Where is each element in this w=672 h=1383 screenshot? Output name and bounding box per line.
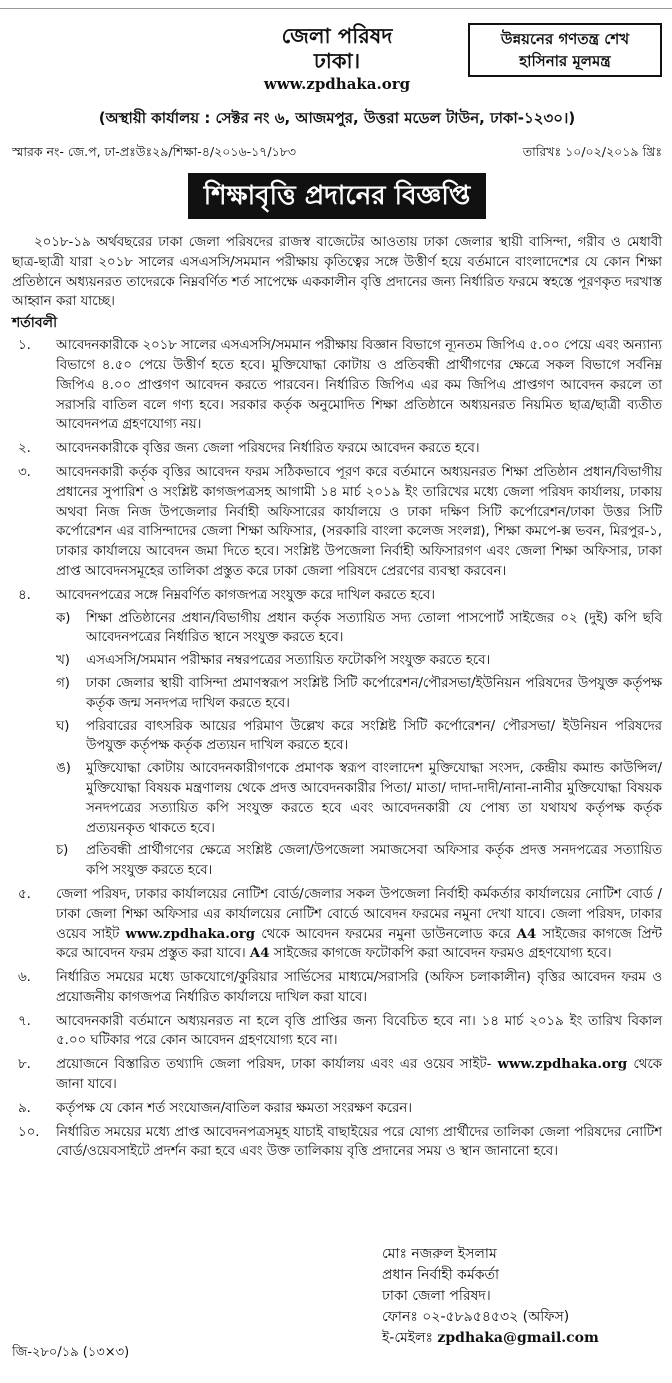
condition-item bbox=[12, 968, 662, 1008]
condition-item bbox=[12, 439, 662, 459]
condition-text: আবেদনপত্রের সঙ্গে নিম্নবর্ণিত কাগজপত্র সংযুক্ত করে দাখিল করতে হবে। bbox=[56, 587, 436, 603]
advertisement-reference: জি-২৮০/১৯ (১৩×৩) bbox=[12, 1345, 130, 1360]
condition-item bbox=[12, 1055, 662, 1095]
text-segment: সাইজের কাগজে ফটোকপি করা আবেদন ফরমও গ্রহণযোগ্য হবে। bbox=[269, 946, 612, 962]
slogan-line-1: উন্নয়নের গণতন্ত্র শেখ bbox=[500, 30, 630, 48]
condition-text: আবেদনকারীকে ২০১৮ সালের এসএসসি/সমমান পরীক্ষায় বিজ্ঞান বিভাগে ন্যূনতম জিপিএ ৫.০০ পেয়ে এবং অন্যান্য বিভাগে ৪.৫০ পেয়ে উত্তীর্ণ হতে হবে। মুক্তিযোদ্ধা কোটায় ও প্রতিবন্ধী প্রার্থীগণের ক্ষেত্রে সকল বিভাগে সর্বনিম্ন জিপিএ ৪.০০ প্রাপ্তগণ আবেদন করতে পারবেন। নির্ধারিত জিপিএ এর কম জিপিএ প্রাপ্তগণ আবেদন করলে তা সরাসরি বাতিল বলে গণ্য হবে। সরকার কর্তৃক অনুমোদিত শিক্ষা প্রতিষ্ঠানে অধ্যয়নরত নিয়মিত ছাত্র/ছাত্রী ব্যতীত আবেদনপত্র গ্রহণযোগ্য নয়। bbox=[56, 338, 662, 433]
website-link: www.zpdhaka.org bbox=[125, 926, 256, 942]
sub-item-text: মুক্তিযোদ্ধা কোটায় আবেদনকারীগণকে প্রমাণক স্বরূপ বাংলাদেশ মুক্তিযোদ্ধা সংসদ, কেন্দ্রীয় কমান্ড কাউন্সিল/মুক্তিযোদ্ধা বিষয়ক মন্ত্রণালয় থেকে প্রদত্ত আবেদনকারীর পিতা/ মাতা/ দাদা-দাদী/নানা-নানীর মুক্তিযোদ্ধা বিষয়ক সনদপত্রের সত্যায়িত কপি সংযুক্ত করতে হবে এবং আবেদনকারী যে পোষ্য তা যথাযথ কর্তৃপক্ষ কর্তৃক প্রত্যয়নকৃত থাকতে হবে। bbox=[86, 761, 662, 836]
intro-paragraph: ২০১৮-১৯ অর্থবছরের ঢাকা জেলা পরিষদের রাজস্ব বাজেটের আওতায় ঢাকা জেলার স্থায়ী বাসিন্দা, গরীব ও মেধাবী ছাত্র-ছাত্রী যারা ২০১৮ সালের এসএসসি/সমমান পরীক্ষায় কৃতিত্বের সঙ্গে উত্তীর্ণ হয়ে বর্তমানে বাংলাদেশের যে কোন শিক্ষা প্রতিষ্ঠানে অধ্যয়নরত তাদেরকে নিম্নবর্ণিত শর্ত সাপেক্ষে এককালীন বৃত্তি প্রদানের জন্য নির্ধারিত ফরমে স্বহস্তে পূরণকৃত দরখাস্ত আহ্বান করা যাচ্ছে। bbox=[12, 235, 662, 310]
slogan-line-2: হাসিনার মূলমন্ত্র bbox=[519, 52, 611, 70]
condition-body bbox=[56, 586, 662, 881]
document-sub-item bbox=[56, 674, 662, 714]
notice-header bbox=[12, 9, 662, 101]
sub-item-text: প্রতিবন্ধী প্রার্থীগণের ক্ষেত্রে সংশ্লিষ্ট জেলা/উপজেলা সমাজসেবা অফিসার কর্তৃক প্রদত্ত সনদপত্রের সত্যায়িত কপি সংযুক্ত করতে হবে। bbox=[86, 843, 662, 879]
condition-number: ৪. bbox=[18, 587, 31, 603]
condition-text: কর্তৃপক্ষ যে কোন শর্ত সংযোজন/বাতিল করার ক্ষমতা সংরক্ষণ করেন। bbox=[56, 1100, 412, 1116]
sub-item-number: ক) bbox=[56, 610, 71, 626]
condition-number: ১০. bbox=[18, 1124, 40, 1140]
email-label: ই-মেইলঃ bbox=[382, 1330, 438, 1346]
notice-title: শিক্ষাবৃত্তি প্রদানের বিজ্ঞপ্তি bbox=[188, 173, 487, 219]
conditions-heading: শর্তাবলী bbox=[12, 315, 58, 332]
condition-number: ৮. bbox=[18, 1057, 31, 1073]
text-segment: সাইজের কাগজে প্রিন্ট করে আবেদন ফরম প্রস্তুত করা যাবে। bbox=[56, 926, 662, 962]
sub-item-number: গ) bbox=[56, 675, 70, 691]
document-sub-item bbox=[56, 651, 662, 671]
sub-item-text: শিক্ষা প্রতিষ্ঠানের প্রধান/বিভাগীয় প্রধান কর্তৃক সত্যায়িত সদ্য তোলা পাসপোর্ট সাইজের ০২ (দুই) কপি ছবি আবেদনপত্রের নির্ধারিত স্থানে সংযুক্ত করতে হবে। bbox=[86, 610, 662, 646]
condition-number: ২. bbox=[18, 441, 31, 457]
text-segment: জেলা পরিষদ, ঢাকার কার্যালয়ের নোটিশ বোর্ড/জেলার সকল উপজেলা নির্বাহী কর্মকর্তার কার্যালয়ের নোটিশ বোর্ড /ঢাকা জেলা শিক্ষা অফিসার এর কার্যালয়ের নোটিশ বোর্ডে আবেদন ফরমের নমুনা দেখা যাবে। জেলা পরিষদ, ঢাকার ওয়েব সাইট bbox=[56, 886, 662, 942]
condition-item bbox=[12, 1012, 662, 1052]
text-segment: থেকে আবেদন ফরমের নমুনা ডাউনলোড করে bbox=[255, 926, 517, 942]
sub-item-number: ঘ) bbox=[56, 718, 70, 734]
condition-text bbox=[56, 885, 662, 964]
paper-size: A4 bbox=[249, 946, 270, 962]
reference-line bbox=[12, 143, 662, 161]
signatory-name: মোঃ নজরুল ইসলাম bbox=[382, 1246, 497, 1262]
condition-number: ১. bbox=[18, 338, 31, 354]
sub-item-number: চ) bbox=[56, 843, 69, 859]
email-address: zpdhaka@gmail.com bbox=[437, 1330, 599, 1346]
signatory-designation: প্রধান নির্বাহী কর্মকর্তা bbox=[382, 1267, 500, 1283]
document-sub-item bbox=[56, 717, 662, 757]
clipped-top-edge bbox=[0, 0, 672, 9]
signature-block bbox=[382, 1244, 632, 1349]
condition-number: ৩. bbox=[18, 464, 31, 480]
email-line bbox=[382, 1328, 632, 1349]
condition-item bbox=[12, 463, 662, 582]
condition-text: আবেদনকারী কর্তৃক বৃত্তির আবেদন ফরম সঠিকভাবে পূরণ করে বর্তমানে অধ্যয়নরত শিক্ষা প্রতিষ্ঠান প্রধান/বিভাগীয় প্রধানের সুপারিশ ও সংশ্লিষ্ট কাগজপত্রসহ আগামী ১৪ মার্চ ২০১৯ ইং তারিখের মধ্যে জেলা পরিষদ কার্যালয়, ঢাকায় অথবা নিজ নিজ উপজেলার নির্বাহী অফিসারের কার্যালয়ে ও ঢাকা দক্ষিণ সিটি কর্পোরেশন/ঢাকা উত্তর সিটি কর্পোরেশন এর বাসিন্দাদের জেলা শিক্ষা অফিসার, (সরকারি বাংলা কলেজ সংলগ্ন), শিক্ষা কমপে-ক্স ভবন, মিরপুর-১, ঢাকার কার্যালয়ে আবেদন জমা দিতে হবে। সংশ্লিষ্ট উপজেলা নির্বাহী অফিসারগণ এবং জেলা শিক্ষা অফিসার, ঢাকা প্রাপ্ত আবেদনসমূহের তালিকা প্রস্তুত করে ঢাকা জেলা পরিষদে প্রেরণের ব্যবস্থা করবেন। bbox=[56, 464, 662, 579]
text-segment: প্রয়োজনে বিস্তারিত তথ্যাদি জেলা পরিষদ, ঢাকা কার্যালয় এবং এর ওয়েব সাইট- bbox=[56, 1057, 498, 1073]
office-phone: ফোনঃ ০২-৫৮৯৫৪৫৩২ (অফিস) bbox=[382, 1309, 570, 1325]
slogan-box bbox=[468, 23, 662, 77]
condition-text: আবেদনকারীকে বৃত্তির জন্য জেলা পরিষদের নির্ধারিত ফরমে আবেদন করতে হবে। bbox=[56, 441, 480, 457]
text-segment: থেকে জানা যাবে। bbox=[56, 1057, 662, 1093]
org-city: ঢাকা। bbox=[313, 49, 361, 73]
document-sub-item bbox=[56, 759, 662, 838]
condition-text bbox=[56, 1055, 662, 1095]
signatory-office: ঢাকা জেলা পরিষদ। bbox=[382, 1288, 491, 1304]
website-link: www.zpdhaka.org bbox=[497, 1057, 628, 1073]
condition-text: আবেদনকারী বর্তমানে অধ্যয়নরত না হলে বৃত্তি প্রাপ্তির জন্য বিবেচিত হবে না। ১৪ মার্চ ২০১৯ ইং তারিখ বিকাল ৫.০০ ঘটিকার পরে কোন আবেদন গ্রহণযোগ্য হবে না। bbox=[56, 1013, 662, 1049]
condition-item bbox=[12, 1099, 662, 1119]
paper-size: A4 bbox=[516, 926, 537, 942]
sub-item-text: ঢাকা জেলার স্থায়ী বাসিন্দা প্রমাণস্বরূপ সংশ্লিষ্ট সিটি কর্পোরেশন/পৌরসভা/ইউনিয়ন পরিষদের উপযুক্ত কর্তৃপক্ষ কর্তৃক জন্ম সনদপত্র দাখিল করতে হবে। bbox=[86, 675, 662, 711]
title-wrapper bbox=[12, 173, 662, 219]
org-name: জেলা পরিষদ bbox=[281, 24, 393, 48]
office-address: (অস্থায়ী কার্যালয় : সেক্টর নং ৬, আজমপুর, উত্তরা মডেল টাউন, ঢাকা-১২৩০।) bbox=[98, 109, 576, 127]
condition-number: ৬. bbox=[18, 970, 31, 986]
notice-date: তারিখঃ ১০/০২/২০১৯ খ্রিঃ bbox=[522, 144, 662, 159]
document-sub-item bbox=[56, 841, 662, 881]
sub-item-text: এসএসসি/সমমান পরীক্ষার নম্বরপত্রের সত্যায়িত ফটোকপি সংযুক্ত করতে হবে। bbox=[86, 653, 491, 669]
condition-item bbox=[12, 586, 662, 881]
condition-text: নির্ধারিত সময়ের মধ্যে প্রাপ্ত আবেদনপত্রসমূহ যাচাই বাছাইয়ের পরে যোগ্য প্রার্থীদের তালিকা জেলা পরিষদের নোটিশ বোর্ড/ওয়েবসাইটে প্রদর্শন করা হবে এবং উক্ত তালিকায় বৃত্তি প্রদানের সময় ও স্থান জানানো হবে। bbox=[56, 1124, 662, 1160]
condition-item bbox=[12, 885, 662, 964]
memo-number: স্মারক নং- জে.প, ঢা-প্রঃউঃ২৯/শিক্ষা-৪/২০১৬-১৭/১৮৩ bbox=[12, 144, 296, 159]
sub-item-number: খ) bbox=[56, 653, 70, 669]
condition-item bbox=[12, 1123, 662, 1163]
condition-number: ৭. bbox=[18, 1013, 31, 1029]
sub-item-text: পরিবারের বাৎসরিক আয়ের পরিমাণ উল্লেখ করে সংশ্লিষ্ট সিটি কর্পোরেশন/ পৌরসভা/ ইউনিয়ন পরিষদের উপযুক্ত কর্তৃপক্ষ কর্তৃক প্রত্যয়ন দাখিল করতে হবে। bbox=[86, 718, 662, 754]
org-website: www.zpdhaka.org bbox=[263, 75, 411, 93]
document-sub-item bbox=[56, 609, 662, 649]
condition-number: ৯. bbox=[18, 1100, 31, 1116]
condition-text: নির্ধারিত সময়ের মধ্যে ডাকযোগে/কুরিয়ার সার্ভিসের মাধ্যমে/সরাসরি (অফিস চলাকালীন) বৃত্তির আবেদন ফরম ও প্রয়োজনীয় কাগজপত্র নির্ধারিত কার্যালয়ে দাখিল করা যাবে। bbox=[56, 970, 662, 1005]
sub-item-number: ঙ) bbox=[56, 761, 71, 777]
condition-number: ৫. bbox=[18, 886, 31, 902]
condition-item bbox=[12, 336, 662, 435]
